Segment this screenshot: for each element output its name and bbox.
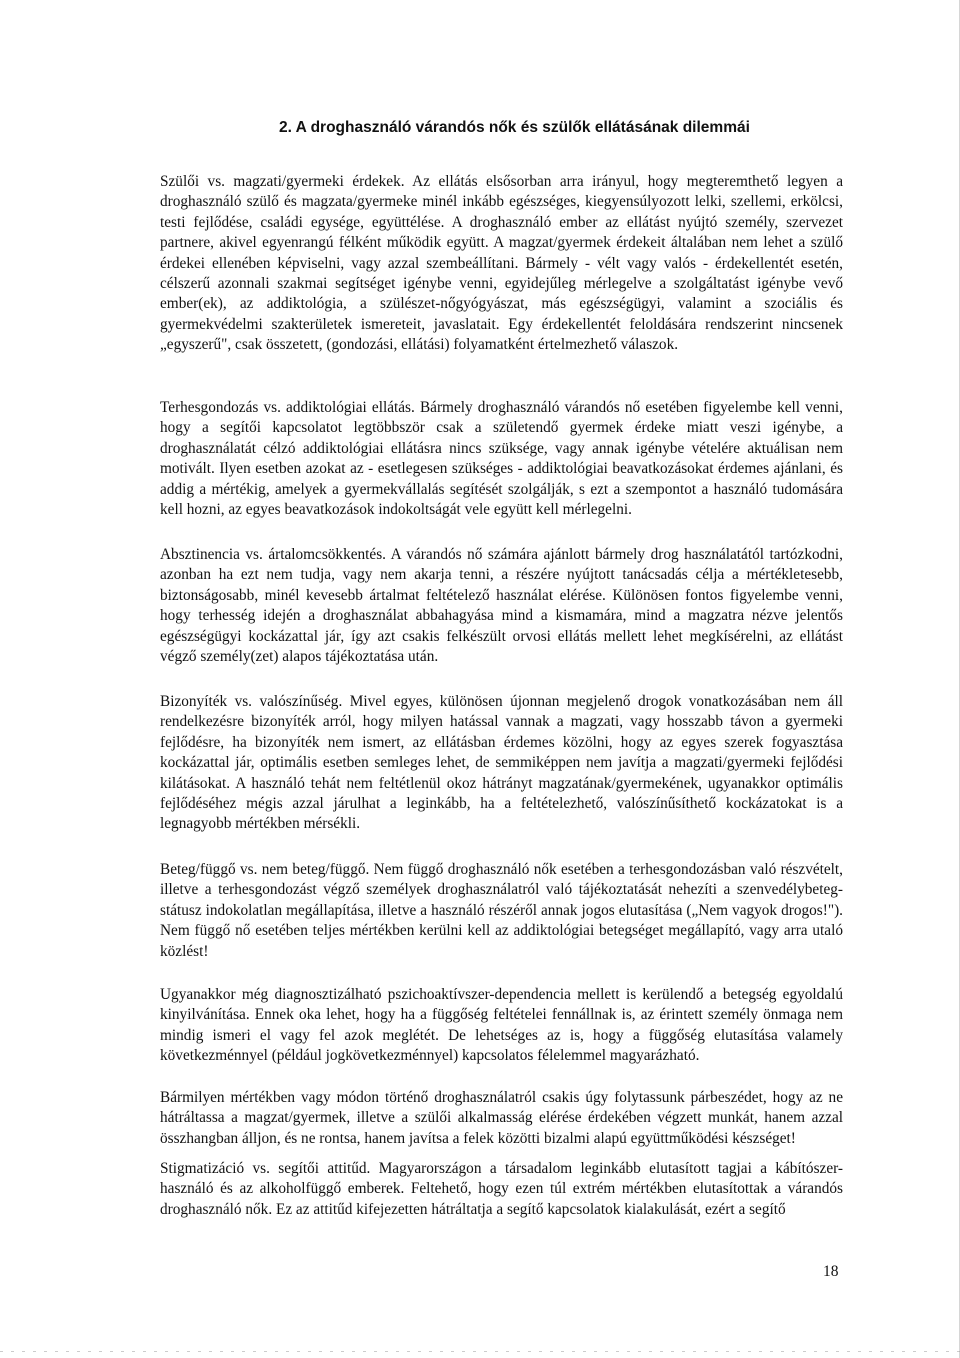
paragraph-prenatal-care-vs-addiction-care: Terhesgondozás vs. addiktológiai ellátás. Bármely droghasználó várandós nő esetében figyelembe kell venni, hogy a segítői kapcsolatot legtöbbször csak a születendő gyermek érdeke miatt veszi igénybe, a droghasználatát célzó addiktológiai ellátásra nincs szüksége, vagy annak igénybe vételére aktuálisan nem motivált. Ilyen esetben azokat az - esetlegesen szükséges - addiktológiai beavatkozásokat érdemes ajánlani, és addig a mértékig, amelyek a gyermekvállalás segítését szolgálják, s ezt a szempontot a használó tudomására kell hozni, az egyes beavatkozások indokoltságát vele együtt kell mérlegelni. bbox=[160, 399, 843, 519]
paragraph-dialogue-on-drug-use: Bármilyen mértékben vagy módon történő droghasználatról csakis úgy folytassunk párbeszédet, hogy az ne hátráltassa a magzat/gyermek, illetve a szülői alkalmasság elérése érdekében végzett munkát, hanem azzal összhangban álljon, és ne rontsa, hanem javítsa a felek közötti bizalmi alapú együttműködési készséget! bbox=[160, 1089, 843, 1147]
paragraph-parental-vs-fetal-interests: Szülői vs. magzati/gyermeki érdekek. Az ellátás elsősorban arra irányul, hogy megteremthető legyen a droghasználó szülő és magzata/gyermeke minél inkább egészséges, kiegyensúlyozott lelki, szellemi, erkölcsi, testi fejlődése, családi egysége, együttélése. A droghasználó ember az ellátást nyújtó személy, szervezet partnere, akivel egyenrangú félként működik együtt. A magzat/gyermek érdekeit általában nem lehet a szülő érdekei ellenében képviselni, vagy azzal szembeállítani. Bármely - vélt vagy valós - érdekellentét esetén, célszerű azonnali szakmai segítséget igénybe venni, egyidejűleg mérlegelve a szolgáltatást igénybe vevő ember(ek), az addiktológia, a szülészet-nőgyógyászat, más egészségügyi, valamint a szociális és gyermekvédelmi szakterületek ismereteit, javaslatait. Egy érdekellentét feloldására rendszerint nincsenek „egyszerű", csak összetett, (gondozási, ellátási) folyamatként értelmezhető válaszok. bbox=[160, 173, 843, 354]
paragraph-abstinence-vs-harm-reduction: Absztinencia vs. ártalomcsökkentés. A várandós nő számára ajánlott bármely drog használatától tartózkodni, azonban ha ezt nem tudja, vagy nem akarja tenni, a részére nyújtott tanácsadás célja a mértékletesebb, biztonságosabb, minél kevesebb ártalmat feltételező használat elérése. Különösen fontos figyelembe venni, hogy terhesség idején a droghasználat abbahagyása mind a kismamára, mind a magzatra nézve jelentős egészségügyi kockázattal jár, így azt csakis felkészült orvosi ellátás mellett lehet megkísérelni, az ellátást végző személy(zet) alapos tájékoztatása után. bbox=[160, 546, 843, 666]
paragraph-stigmatization: Stigmatizáció vs. segítői attitűd. Magyarországon a társadalom leginkább elutasított tagjai a kábítószer-használó és az alkoholfüggő emberek. Feltehető, hogy ezen túl extrém mértékben elutasítottak a várandós droghasználó nők. Ez az attitűd kifejezetten hátráltatja a segítő kapcsolatok kialakulását, ezért a segítő bbox=[160, 1160, 843, 1218]
paragraph-dependence-diagnosis: Ugyanakkor még diagnosztizálható pszichoaktívszer-dependencia mellett is kerülendő a betegség egyoldalú kinyilvánítása. Ennek oka lehet, hogy ha a függőség feltételei fennállnak is, az érintett személy önmaga nem mindig ismeri el vagy fel azok meglétét. De lehetséges az is, hogy a függőség elutasítása valamely következménnyel (például jogkövetkezménnyel) kapcsolatos félelemmel magyarázható. bbox=[160, 986, 843, 1065]
section-heading: 2. A droghasználó várandós nők és szülők ellátásának dilemmái bbox=[279, 119, 750, 136]
scan-bottom-noise bbox=[0, 1351, 960, 1352]
page-number: 18 bbox=[823, 1263, 839, 1280]
paragraph-evidence-vs-probability: Bizonyíték vs. valószínűség. Mivel egyes, különösen újonnan megjelenő drogok vonatkozásában nem áll rendelkezésre bizonyíték arról, hogy milyen hatással vannak a magzati, vagy hosszabb távon a gyermeki fejlődésre, ha bizonyíték nem ismert, az ellátásban érdemes közölni, hogy az egyes szerek fogyasztása kockázattal jár, optimális esetben semleges lehet, de semmiképpen nem javítja a magzati/gyermeki fejlődési kilátásokat. A használó tehát nem feltétlenül okoz hátrányt magzatának/gyermekének, ugyanakkor optimális fejlődéséhez mégis azzal járulhat a leginkább, ha a feltételezhető, valószínűsíthető kockázatokat is a legnagyobb mértékben mérsékli. bbox=[160, 693, 843, 833]
paragraph-dependent-vs-non-dependent: Beteg/függő vs. nem beteg/függő. Nem függő droghasználó nők esetében a terhesgondozásban való részvételt, illetve a terhesgondozást végző személyek droghasználatról való tájékoztatását nehezíti a szenvedélybeteg-státusz indokolatlan megállapítása, illetve a használó részéről annak jogos elutasítása („Nem vagyok drogos!"). Nem függő nő esetében teljes mértékben kerülni kell az addiktológiai betegséget megállapító, vagy arra utaló közlést! bbox=[160, 861, 843, 960]
